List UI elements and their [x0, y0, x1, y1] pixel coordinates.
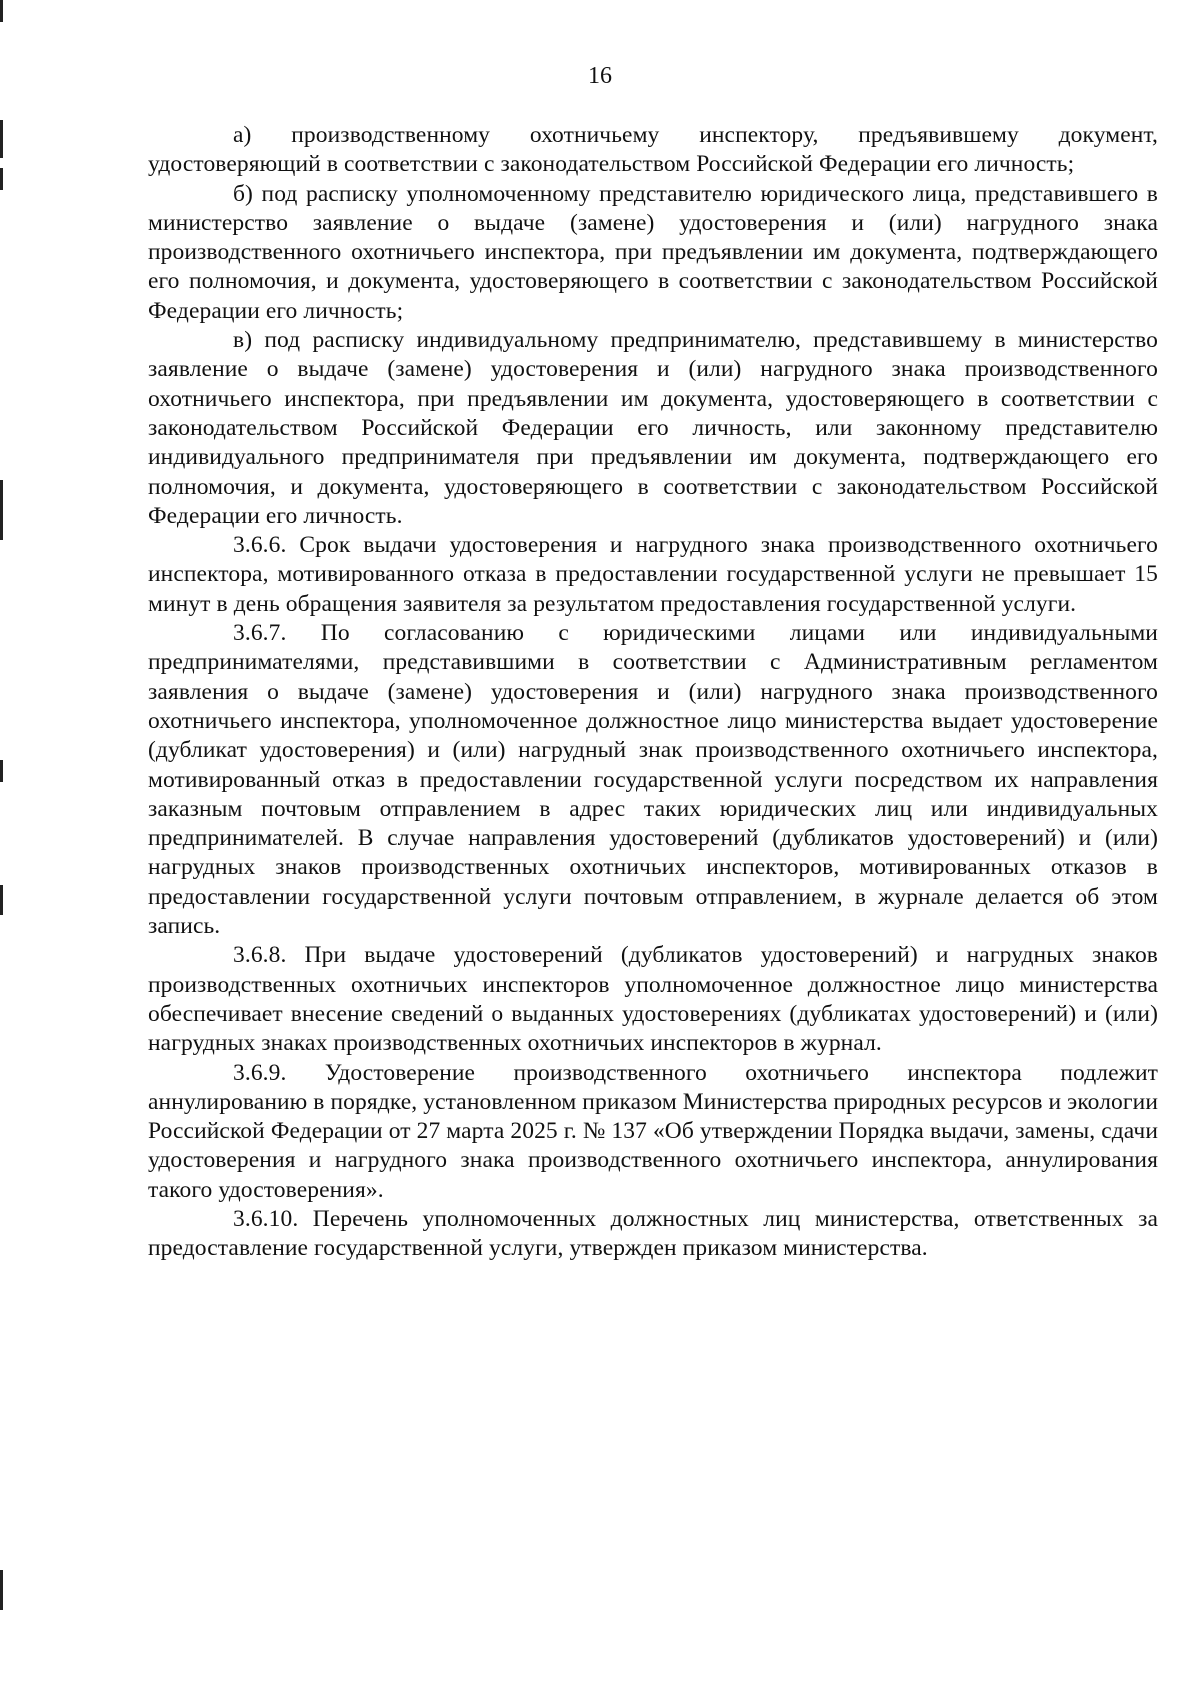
paragraph-a: а) производственному охотничьему инспектору, предъявившему документ, удостоверяющий в соответствии с законодательством Российской Федерации его личность; — [148, 122, 1158, 178]
scan-edge-mark — [0, 120, 3, 158]
paragraph-b: б) под расписку уполномоченному представителю юридического лица, представившего в министерство заявление о выдаче (замене) удостоверения и (или) нагрудного знака производственного охотничьего инспектора, при предъявлении им документа, подтверждающего его полномочия, и документа, удостоверяющего в соответствии с законодательством Российской Федерации его личность; — [148, 180, 1158, 324]
paragraph-3-6-6: 3.6.6. Срок выдачи удостоверения и нагрудного знака производственного охотничьего инспектора, мотивированного отказа в предоставлении государственной услуги не превышает 15 минут в день обращения заявителя за результатом предоставления государственной услуги. — [148, 532, 1158, 617]
paragraph-v: в) под расписку индивидуальному предпринимателю, представившему в министерство заявление о выдаче (замене) удостоверения и (или) нагрудного знака производственного охотничьего инспектора, при предъявлении им документа, удостоверяющего в соответствии с законодательством Российской Федерации его личность, или законному представителю индивидуального предпринимателя при предъявлении им документа, подтверждающего его полномочия, и документа, удостоверяющего в соответствии с законодательством Российской Федерации его личность. — [148, 327, 1158, 529]
scan-edge-mark — [0, 760, 3, 782]
document-body — [148, 121, 1158, 1264]
scan-edge-mark — [0, 0, 3, 22]
scan-edge-mark — [0, 1570, 3, 1610]
scan-edge-mark — [0, 885, 3, 915]
scan-edge-mark — [0, 168, 3, 190]
paragraph-3-6-8: 3.6.8. При выдаче удостоверений (дубликатов удостоверений) и нагрудных знаков производственных охотничьих инспекторов уполномоченное должностное лицо министерства обеспечивает внесение сведений о выданных удостоверениях (дубликатах удостоверений) и (или) нагрудных знаках производственных охотничьих инспекторов в журнал. — [148, 942, 1158, 1057]
paragraph-3-6-7: 3.6.7. По согласованию с юридическими лицами или индивидуальными предпринимателями, представившими в соответствии с Административным регламентом заявления о выдаче (замене) удостоверения и (или) нагрудного знака производственного охотничьего инспектора, уполномоченное должностное лицо министерства выдает удостоверение (дубликат удостоверения) и (или) нагрудный знак производственного охотничьего инспектора, мотивированный отказ в предоставлении государственной услуги посредством их направления заказным почтовым отправлением в адрес таких юридических лиц или индивидуальных предпринимателей. В случае направления удостоверений (дубликатов удостоверений) и (или) нагрудных знаков производственных охотничьих инспекторов, мотивированных отказов в предоставлении государственной услуги почтовым отправлением, в журнале делается об этом запись. — [148, 620, 1158, 940]
paragraph-3-6-10: 3.6.10. Перечень уполномоченных должностных лиц министерства, ответственных за предоставление государственной услуги, утвержден приказом министерства. — [148, 1205, 1158, 1262]
page-number: 16 — [588, 63, 612, 89]
scan-edge-mark — [0, 480, 3, 540]
paragraph-3-6-9: 3.6.9. Удостоверение производственного охотничьего инспектора подлежит аннулированию в порядке, установленном приказом Министерства природных ресурсов и экологии Российской Федерации от 27 марта 2025 г. № 137 «Об утверждении Порядка выдачи, замены, сдачи удостоверения и нагрудного знака производственного охотничьего инспектора, аннулирования такого удостоверения». — [148, 1059, 1158, 1203]
